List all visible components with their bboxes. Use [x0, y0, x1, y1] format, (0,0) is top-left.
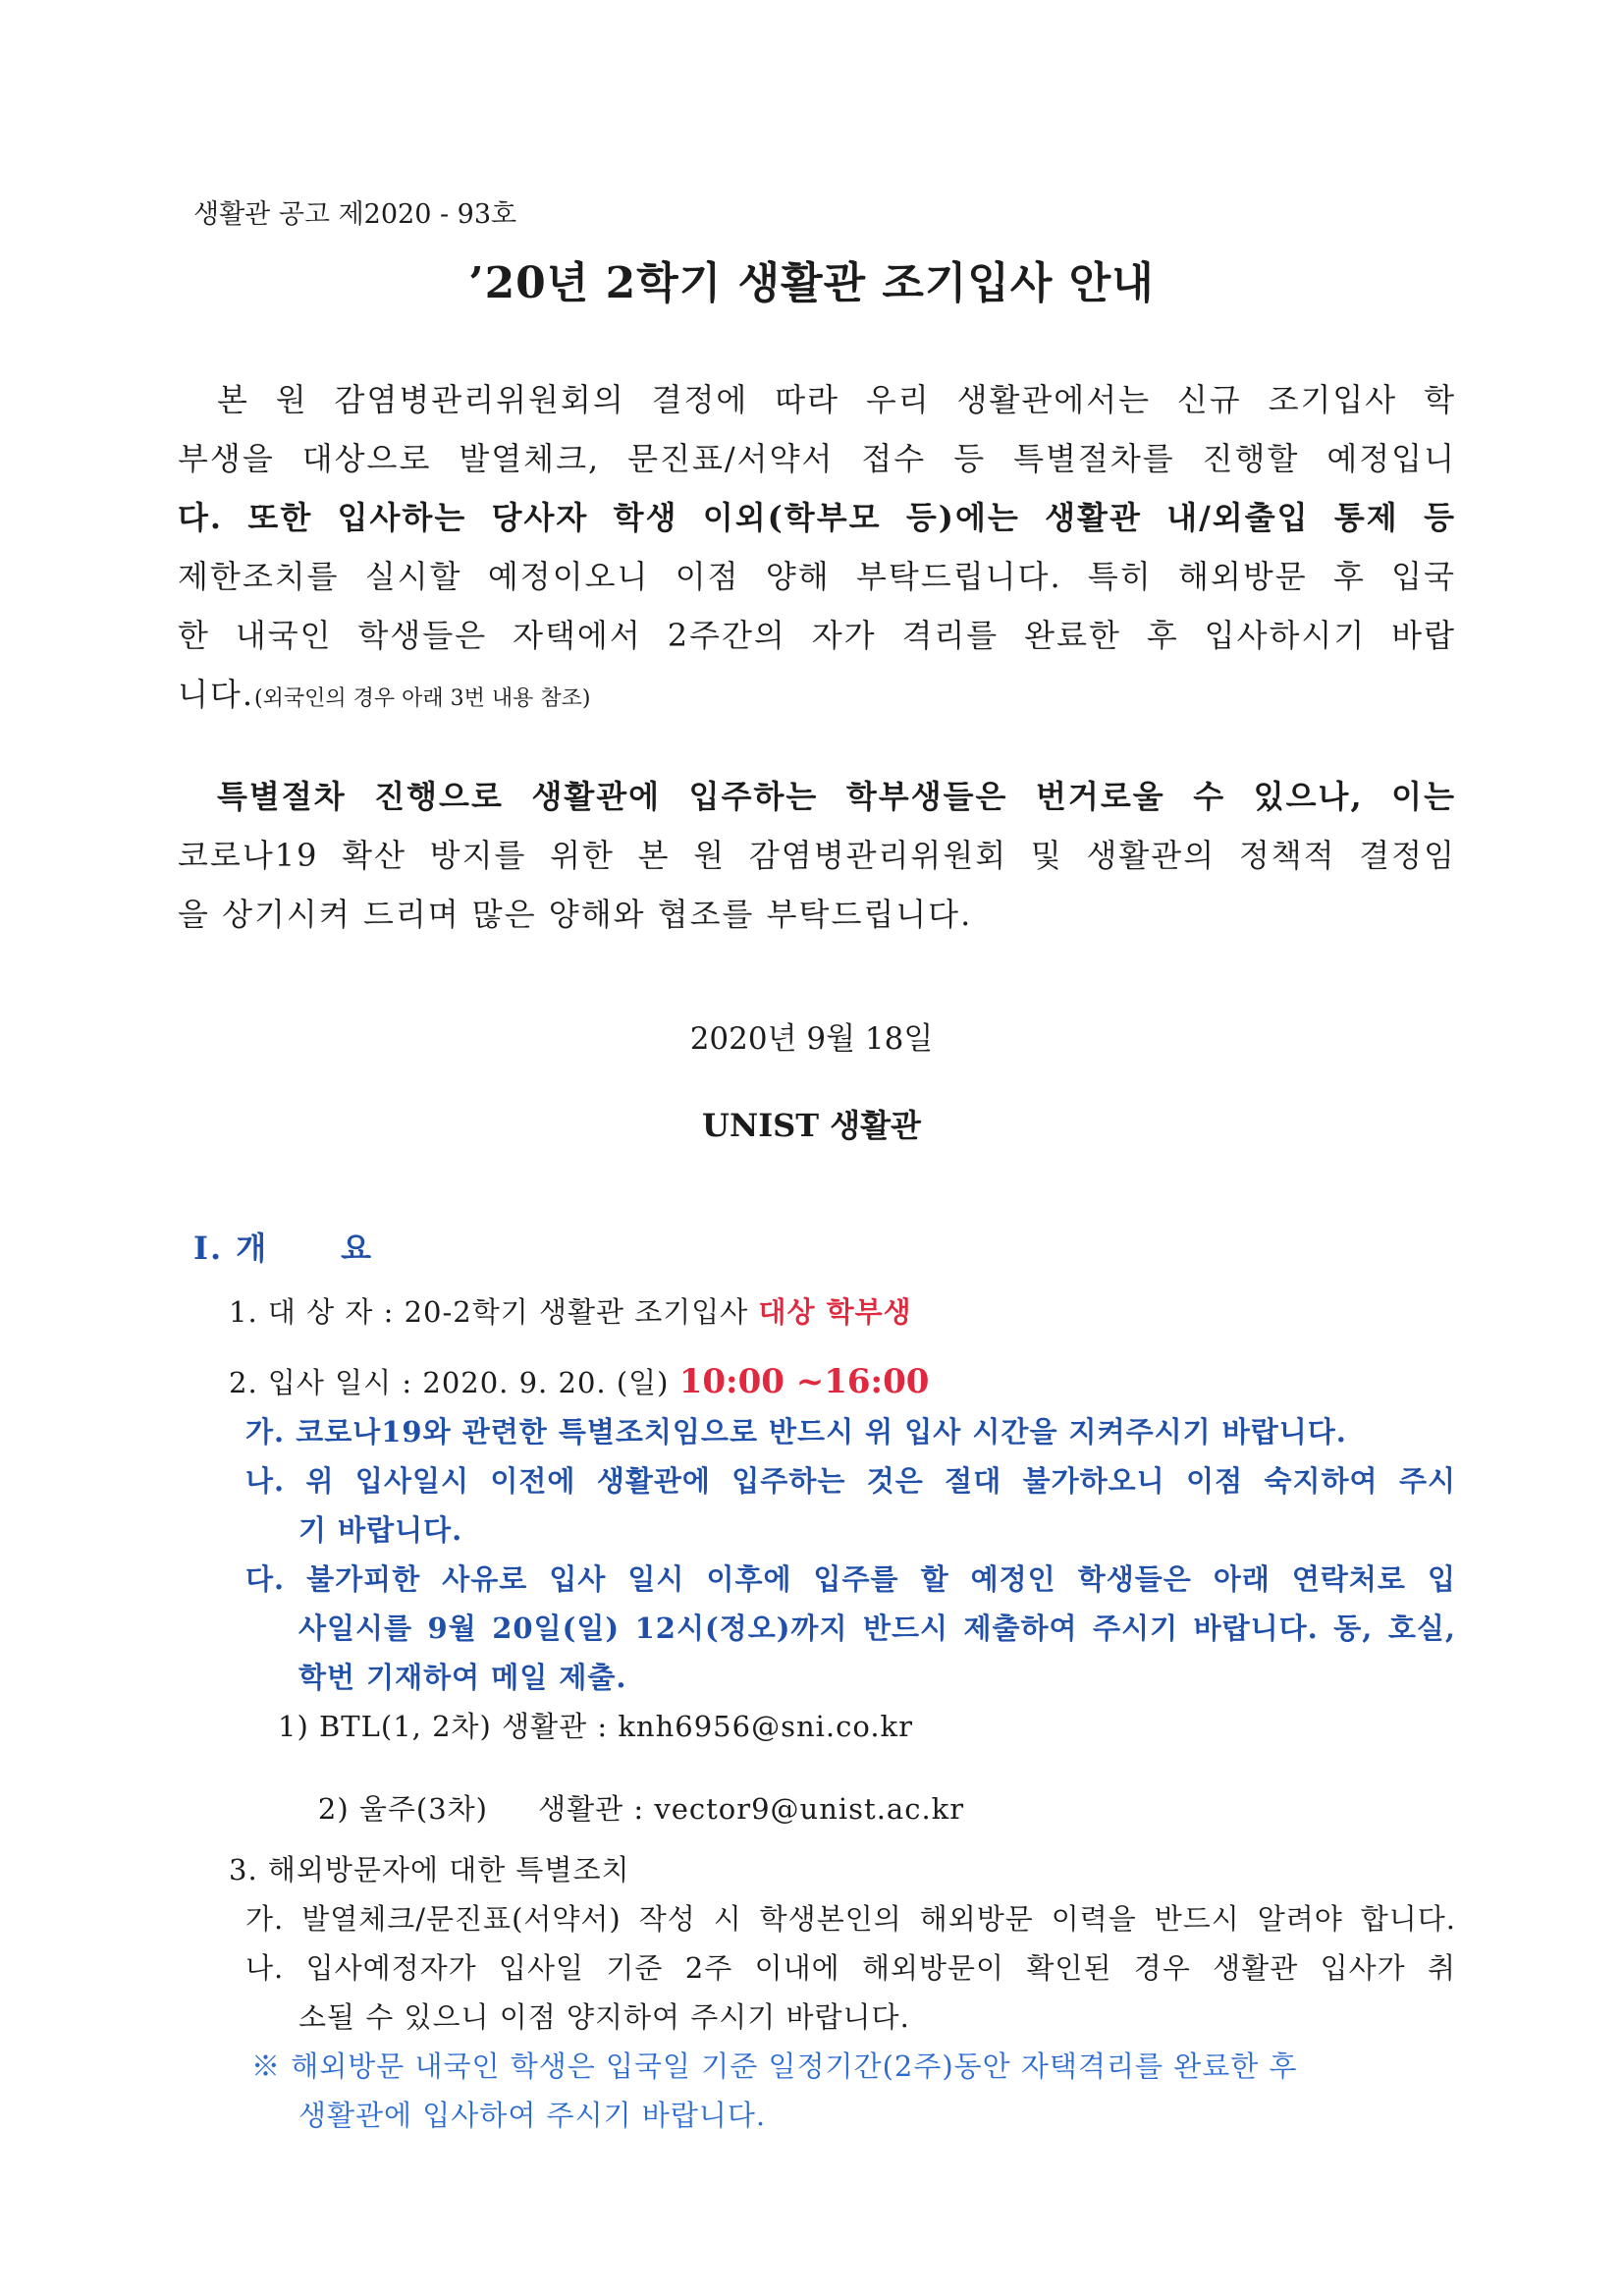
contact-btl: [278, 1705, 913, 1745]
schedule-note-na-line2: 기 바랍니다.: [298, 1513, 463, 1547]
overseas-warning-line2: 생활관에 입사하여 주시기 바랍니다.: [298, 2099, 767, 2132]
notice-number: 생활관 공고 제2020 - 93호: [193, 199, 517, 230]
item-schedule: [229, 1361, 929, 1401]
item-overseas: 3. 해외방문자에 대한 특별조치: [229, 1853, 630, 1886]
item-schedule-label: 2. 입사 일시 : 2020. 9. 20. (일): [229, 1366, 679, 1399]
overseas-note-na-line1: 나. 입사예정자가 입사일 기준 2주 이내에 해외방문이 확인된 경우 생활관 입사가 취: [245, 1951, 1456, 1985]
schedule-note-da-line1: 다. 불가피한 사유로 입사 일시 이후에 입주를 할 예정인 학생들은 아래 연락처로 입: [245, 1562, 1456, 1596]
intro-last-text: 니다.: [178, 676, 254, 713]
overseas-warning-line1: ※ 해외방문 내국인 학생은 입국일 기준 일정기간(2주)동안 자택격리를 완료한 후: [251, 2050, 1298, 2083]
policy-line: 을 상기시켜 드리며 많은 양해와 협조를 부탁드립니다.: [178, 896, 973, 933]
intro-note: (외국인의 경우 아래 3번 내용 참조): [254, 686, 591, 711]
item-target: [229, 1290, 912, 1331]
item-target-highlight: 대상 학부생: [758, 1295, 912, 1329]
contact-btl-email[interactable]: knh6956@sni.co.kr: [618, 1710, 913, 1743]
intro-line: 한 내국인 학생들은 자택에서 2주간의 자가 격리를 완료한 후 입사하시기 바랍: [178, 617, 1456, 654]
contact-ulju-email[interactable]: vector9@unist.ac.kr: [654, 1792, 965, 1826]
item-schedule-time: 10:00 ~16:00: [678, 1362, 930, 1401]
section-heading-number: Ⅰ. 개: [193, 1230, 269, 1267]
contact-btl-label: 1) BTL(1, 2차) 생활관 :: [278, 1710, 619, 1743]
schedule-note-ga: 가. 코로나19와 관련한 특별조치임으로 반드시 위 입사 시간을 지켜주시기 바랍니다.: [245, 1415, 1347, 1449]
intro-line: 본 원 감염병관리위원회의 결정에 따라 우리 생활관에서는 신규 조기입사 학: [217, 381, 1456, 418]
overseas-note-na-line2: 소될 수 있으니 이점 양지하여 주시기 바랍니다.: [298, 2000, 910, 2034]
organization-name: UNIST 생활관: [702, 1107, 921, 1144]
schedule-note-da-line3: 학번 기재하여 메일 제출.: [298, 1661, 627, 1694]
contact-ulju: [278, 1754, 964, 1861]
intro-line: 다. 또한 입사하는 당사자 학생 이외(학부모 등)에는 생활관 내/외출입 통제 등: [178, 499, 1456, 536]
policy-line: 코로나19 확산 방지를 위한 본 원 감염병관리위원회 및 생활관의 정책적 결정임: [178, 837, 1456, 874]
section-heading: [193, 1224, 373, 1269]
intro-line: 부생을 대상으로 발열체크, 문진표/서약서 접수 등 특별절차를 진행할 예정입니: [178, 440, 1456, 477]
schedule-note-da-line2: 사일시를 9월 20일(일) 12시(정오)까지 반드시 제출하여 주시기 바랍니다. 동, 호실,: [298, 1612, 1456, 1645]
section-heading-rest: 요: [341, 1230, 374, 1267]
overseas-note-ga: 가. 발열체크/문진표(서약서) 작성 시 학생본인의 해외방문 이력을 반드시 알려야 합니다.: [245, 1902, 1456, 1936]
intro-line: [178, 670, 1456, 715]
item-target-label: 1. 대 상 자 : 20-2학기 생활관 조기입사: [229, 1295, 759, 1329]
policy-line: 특별절차 진행으로 생활관에 입주하는 학부생들은 번거로울 수 있으나, 이는: [217, 778, 1456, 815]
intro-line: 제한조치를 실시할 예정이오니 이점 양해 부탁드립니다. 특히 해외방문 후 입국: [178, 558, 1456, 595]
contact-ulju-label: 2) 울주(3차) 생활관 :: [317, 1792, 655, 1826]
schedule-note-na-line1: 나. 위 입사일시 이전에 생활관에 입주하는 것은 절대 불가하오니 이점 숙지하여 주시: [245, 1464, 1456, 1498]
issue-date: 2020년 9월 18일: [689, 1021, 934, 1057]
document-title: ’20년 2학기 생활관 조기입사 안내: [468, 258, 1155, 308]
